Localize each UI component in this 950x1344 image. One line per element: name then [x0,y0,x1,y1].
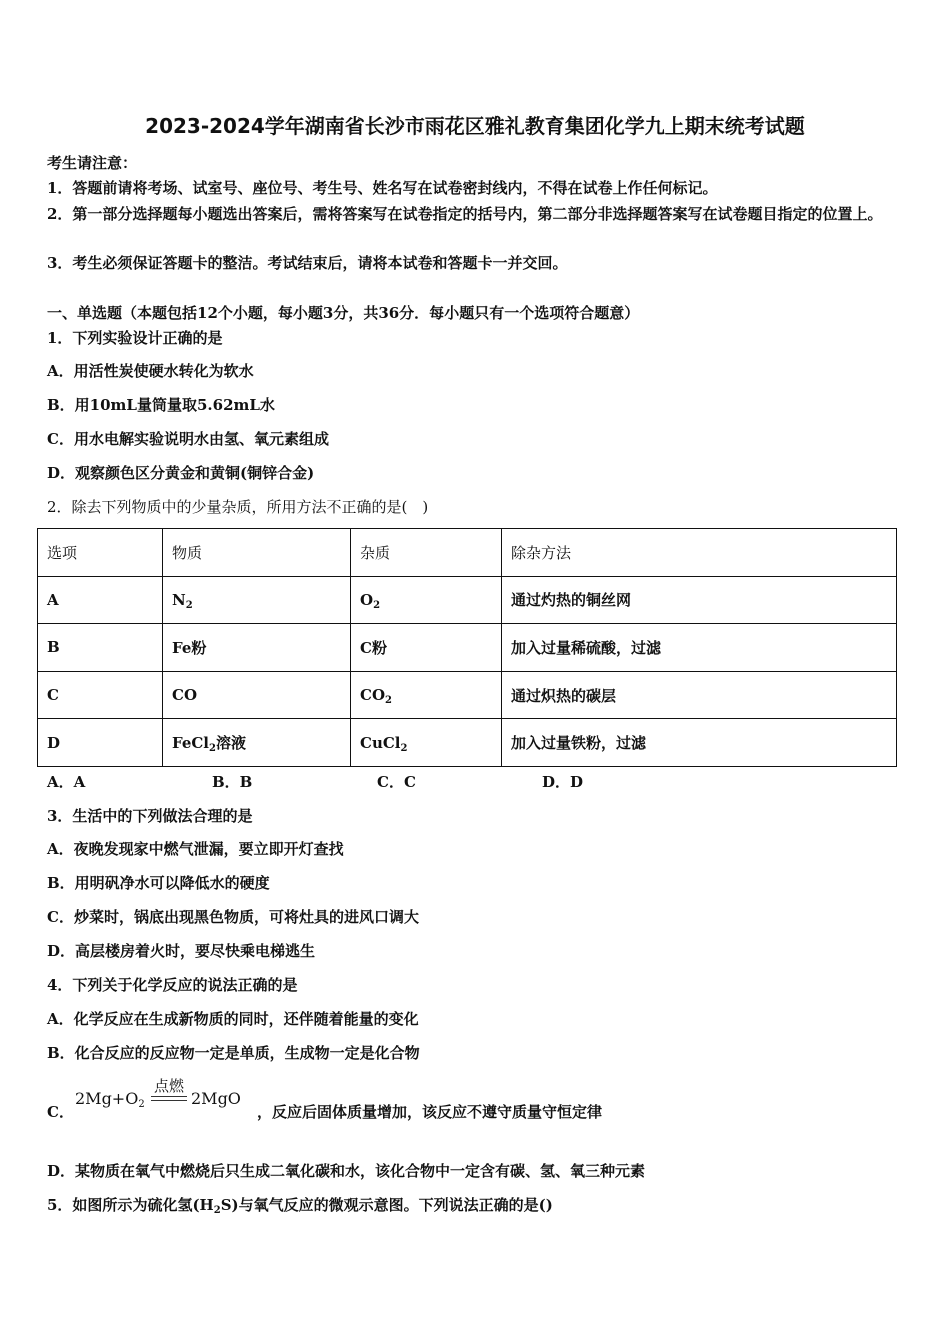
q3-stem: 3．生活中的下列做法合理的是 [47,807,253,825]
q4-option-a: A．化学反应在生成新物质的同时，还伴随着能量的变化 [47,1010,419,1028]
header-impurity: 杂质 [351,529,502,577]
equation-equals-bar [151,1100,187,1101]
equation-equals-bar [151,1096,187,1097]
cell-option: C [38,671,163,719]
page-title: 2023-2024学年湖南省长沙市雨花区雅礼教育集团化学九上期末统考试题 [145,114,805,138]
q3-option-a: A．夜晚发现家中燃气泄漏，要立即开灯查找 [47,840,344,858]
cell-method: 加入过量稀硫酸，过滤 [502,624,897,672]
cell-method: 通过炽热的碳层 [502,671,897,719]
table-header-row [38,529,897,577]
q3-option-c: C．炒菜时，锅底出现黑色物质，可将灶具的进风口调大 [47,908,419,926]
q1-option-d: D．观察颜色区分黄金和黄铜(铜锌合金) [47,464,315,482]
equation-product: 2MgO [191,1089,241,1108]
header-substance: 物质 [163,529,351,577]
q1-stem: 1．下列实验设计正确的是 [47,329,223,347]
cell-substance: $N_2$ [163,576,351,624]
equation-reactants: $2Mg+O_2$ [75,1089,145,1110]
cell-impurity: $O_2$ [351,576,502,624]
q2-option-b: B．B [212,773,253,791]
q3-option-b: B．用明矾净水可以降低水的硬度 [47,874,270,892]
cell-impurity: $CO_2$ [351,671,502,719]
cell-method: 加入过量铁粉，过滤 [502,719,897,767]
q1-option-b: B．用10mL量筒量取5.62mL水 [47,396,275,414]
notice-item-2: 2．第一部分选择题每小题选出答案后，需将答案写在试卷指定的括号内，第二部分非选择题答案写在试卷题目指定的位置上。 [47,205,883,223]
q4-option-d: D．某物质在氧气中燃烧后只生成二氧化碳和水，该化合物中一定含有碳、氢、氧三种元素 [47,1162,646,1180]
table-row [38,671,897,719]
q4-option-c-label: C． [47,1103,74,1121]
q2-option-a: A．A [47,773,86,791]
q1-option-a: A．用活性炭使硬水转化为软水 [47,362,254,380]
cell-substance: FeCl$_2$溶液 [163,719,351,767]
equation-condition: 点燃 [153,1077,184,1095]
cell-substance: Fe粉 [163,624,351,672]
header-method: 除杂方法 [502,529,897,577]
q4-option-b: B．化合反应的反应物一定是单质，生成物一定是化合物 [47,1044,420,1062]
notice-item-1: 1．答题前请将考场、试室号、座位号、考生号、姓名写在试卷密封线内，不得在试卷上作任何标记。 [47,179,718,197]
notice-heading: 考生请注意： [47,154,138,172]
cell-option: A [38,576,163,624]
table-row [38,624,897,672]
q5-stem: 5．如图所示为硫化氢$(H_2S)$与氧气反应的微观示意图。下列说法正确的是() [47,1196,553,1216]
cell-option: B [38,624,163,672]
table-row [38,576,897,624]
cell-impurity: C粉 [351,624,502,672]
cell-method: 通过灼热的铜丝网 [502,576,897,624]
q2-impurity-table [37,528,897,767]
header-option: 选项 [38,529,163,577]
cell-option: D [38,719,163,767]
notice-item-3: 3．考生必须保证答题卡的整洁。考试结束后，请将本试卷和答题卡一并交回。 [47,254,568,272]
q2-option-c: C．C [377,773,416,791]
reaction-equation [75,1075,255,1115]
q4-stem: 4．下列关于化学反应的说法正确的是 [47,976,298,994]
cell-impurity: CuCl$_2$ [351,719,502,767]
q4-option-c-text: ，反应后固体质量增加，该反应不遵守质量守恒定律 [257,1103,603,1121]
q2-stem: 2．除去下列物质中的少量杂质，所用方法不正确的是( ) [47,498,429,516]
table-row [38,719,897,767]
q2-option-d: D．D [542,773,584,791]
cell-substance: CO [163,671,351,719]
section-heading: 一、单选题（本题包括12个小题，每小题3分，共36分．每小题只有一个选项符合题意） [47,304,640,322]
q3-option-d: D．高层楼房着火时，要尽快乘电梯逃生 [47,942,316,960]
q1-option-c: C．用水电解实验说明水由氢、氧元素组成 [47,430,329,448]
